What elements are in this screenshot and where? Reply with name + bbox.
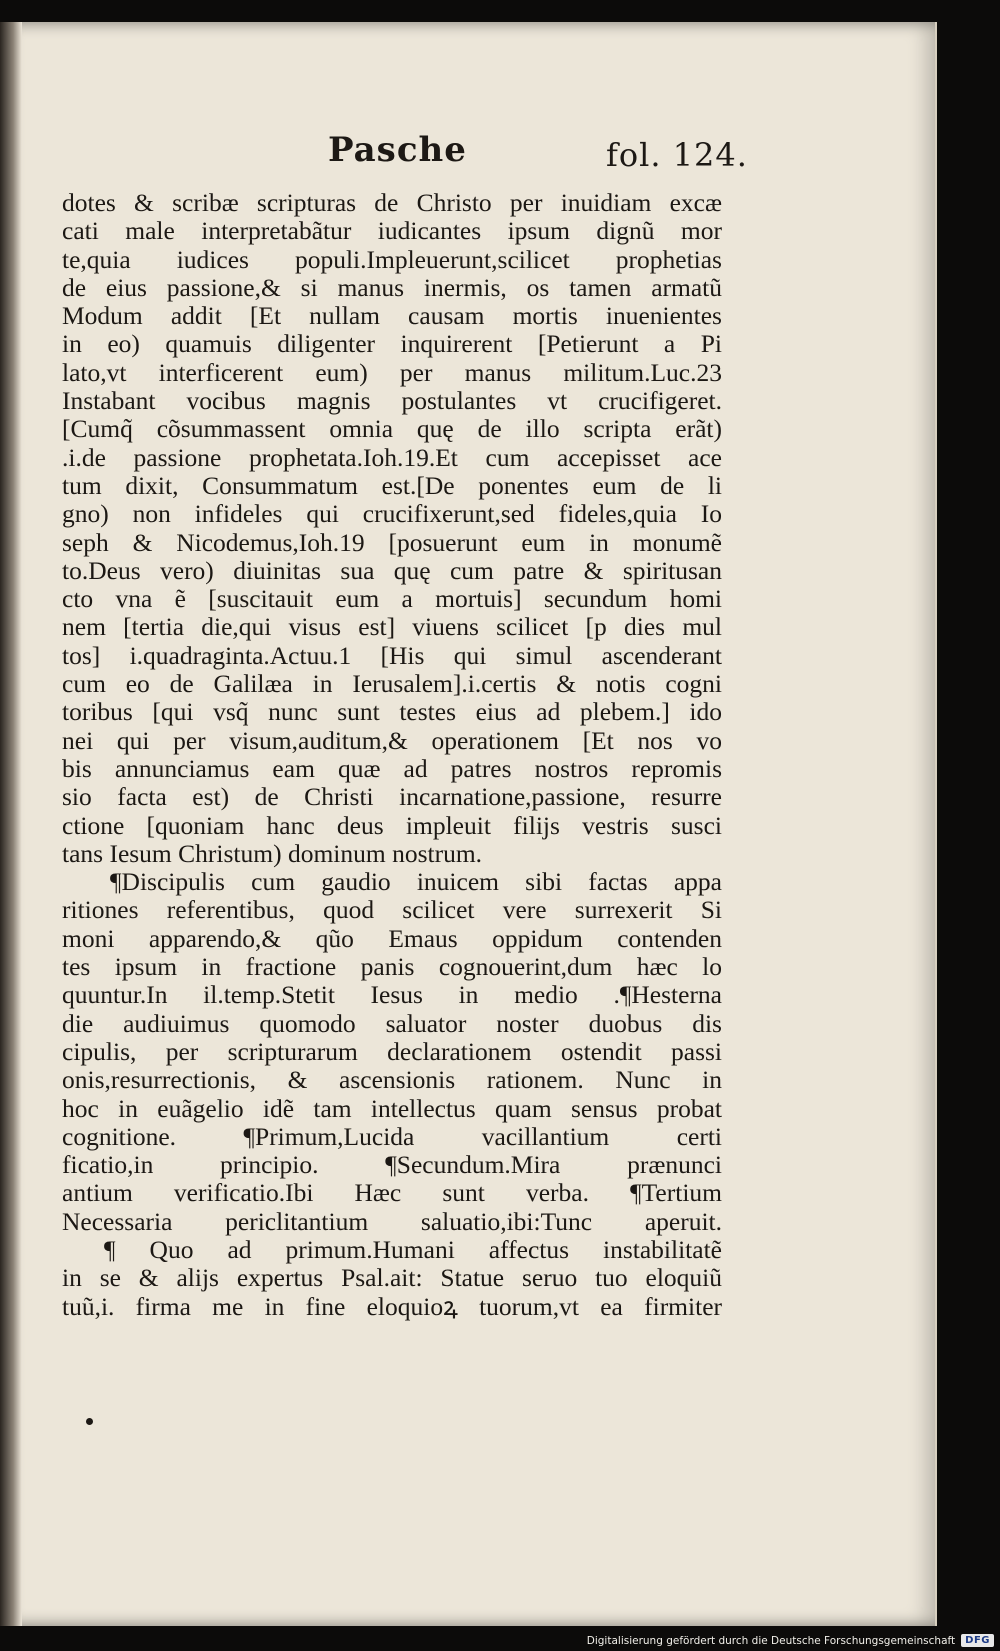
text-line: cati male interpretabãtur iudicantes ipsum dignũ mor [62, 217, 722, 246]
text-line: lato,vt interficerent eum) per manus militum.Luc.23 [62, 358, 722, 387]
text-line: dotes & scribæ scripturas de Christo per inuidiam excæ [62, 189, 722, 217]
text-line: cognitione. ¶Primum,Lucida vacillantium certi [62, 1122, 722, 1151]
text-line: ¶Discipulis cum gaudio inuicem sibi factas appa [110, 868, 722, 897]
text-line: Instabant vocibus magnis postulantes vt crucifigeret. [62, 387, 722, 416]
body-text [62, 189, 722, 1321]
text-line: de eius passione,& si manus inermis, os tamen armatũ [62, 273, 722, 302]
text-line: die audiuimus quomodo saluator noster duobus dis [62, 1009, 722, 1038]
text-line: hoc in euãgelio idẽ tam intellectus quam sensus probat [62, 1094, 722, 1123]
text-line: Necessaria periclitantium saluatio,ibi:Tunc aperuit. [62, 1207, 722, 1236]
text-line: ritiones referentibus, quod scilicet vere surrexerit Si [62, 896, 722, 925]
digitization-footer [587, 1634, 994, 1647]
text-line: seph & Nicodemus,Ioh.19 [posuerunt eum in monumẽ [62, 528, 722, 557]
text-line: [Cumq̃ cõsummassent omnia quę de illo scripta erãt) [62, 415, 722, 444]
text-line: toribus [qui vsq̃ nunc sunt testes eius ad plebem.] ido [62, 698, 722, 727]
text-line: ¶ Quo ad primum.Humani affectus instabilitatẽ [104, 1235, 722, 1264]
text-line: bis annunciamus eam quæ ad patres nostros repromis [62, 754, 722, 783]
text-line: .i.de passione prophetata.Ioh.19.Et cum accepisset ace [62, 443, 722, 472]
running-head: Pasche [328, 130, 467, 170]
text-line: gno) non infideles qui crucifixerunt,sed fideles,quia Io [62, 500, 722, 529]
dfg-logo: DFG [961, 1634, 994, 1647]
text-line: tans Iesum Christum) dominum nostrum. [62, 839, 483, 868]
book-page [0, 22, 937, 1626]
text-line: Modum addit [Et nullam causam mortis inuenientes [62, 302, 722, 331]
text-line: cipulis, per scripturarum declarationem ostendit passi [62, 1037, 722, 1066]
text-line: moni apparendo,& qũo Emaus oppidum contenden [62, 924, 722, 953]
text-line: antium verificatio.Ibi Hæc sunt verba. ¶Tertium [62, 1179, 722, 1208]
text-line: ctione [quoniam hanc deus impleuit filijs vestris susci [62, 811, 722, 840]
text-line: in eo) quamuis diligenter inquirerent [Petierunt a Pi [62, 330, 722, 359]
text-line: te,quia iudices populi.Impleuerunt,scilicet prophetias [62, 245, 722, 274]
text-line: tuũ,i. firma me in fine eloquioꝝ tuorum,vt ea firmiter [62, 1292, 722, 1321]
text-line: sio facta est) de Christi incarnatione,passione, resurre [62, 783, 722, 812]
text-line: ficatio,in principio. ¶Secundum.Mira prænunci [62, 1151, 722, 1180]
text-line: tum dixit, Consummatum est.[De ponentes eum de li [62, 471, 722, 500]
text-line: to.Deus vero) diuinitas sua quę cum patre & spiritusan [62, 556, 722, 585]
text-line: cto vna ẽ [suscitauit eum a mortuis] secundum homi [62, 585, 722, 614]
text-line: nem [tertia die,qui visus est] viuens scilicet [p dies mul [62, 613, 722, 642]
text-line: tes ipsum in fractione panis cognouerint,dum hæc lo [62, 953, 722, 982]
ink-dot [86, 1418, 93, 1425]
text-line: in se & alijs expertus Psal.ait: Statue seruo tuo eloquiũ [62, 1264, 722, 1293]
text-line: cum eo de Galilæa in Ierusalem].i.certis & notis cogni [62, 670, 722, 699]
folio-number: fol. 124. [606, 136, 748, 174]
text-line: nei qui per visum,auditum,& operationem [Et nos vo [62, 726, 722, 755]
text-line: onis,resurrectionis, & ascensionis rationem. Nunc in [62, 1066, 722, 1095]
page-header [60, 110, 755, 180]
funding-credit: Digitalisierung gefördert durch die Deutsche Forschungsgemeinschaft [586, 1634, 956, 1647]
text-line: quuntur.In il.temp.Stetit Iesus in medio .¶Hesterna [62, 981, 722, 1010]
text-line: tos] i.quadraginta.Actuu.1 [His qui simul ascenderant [62, 641, 722, 670]
